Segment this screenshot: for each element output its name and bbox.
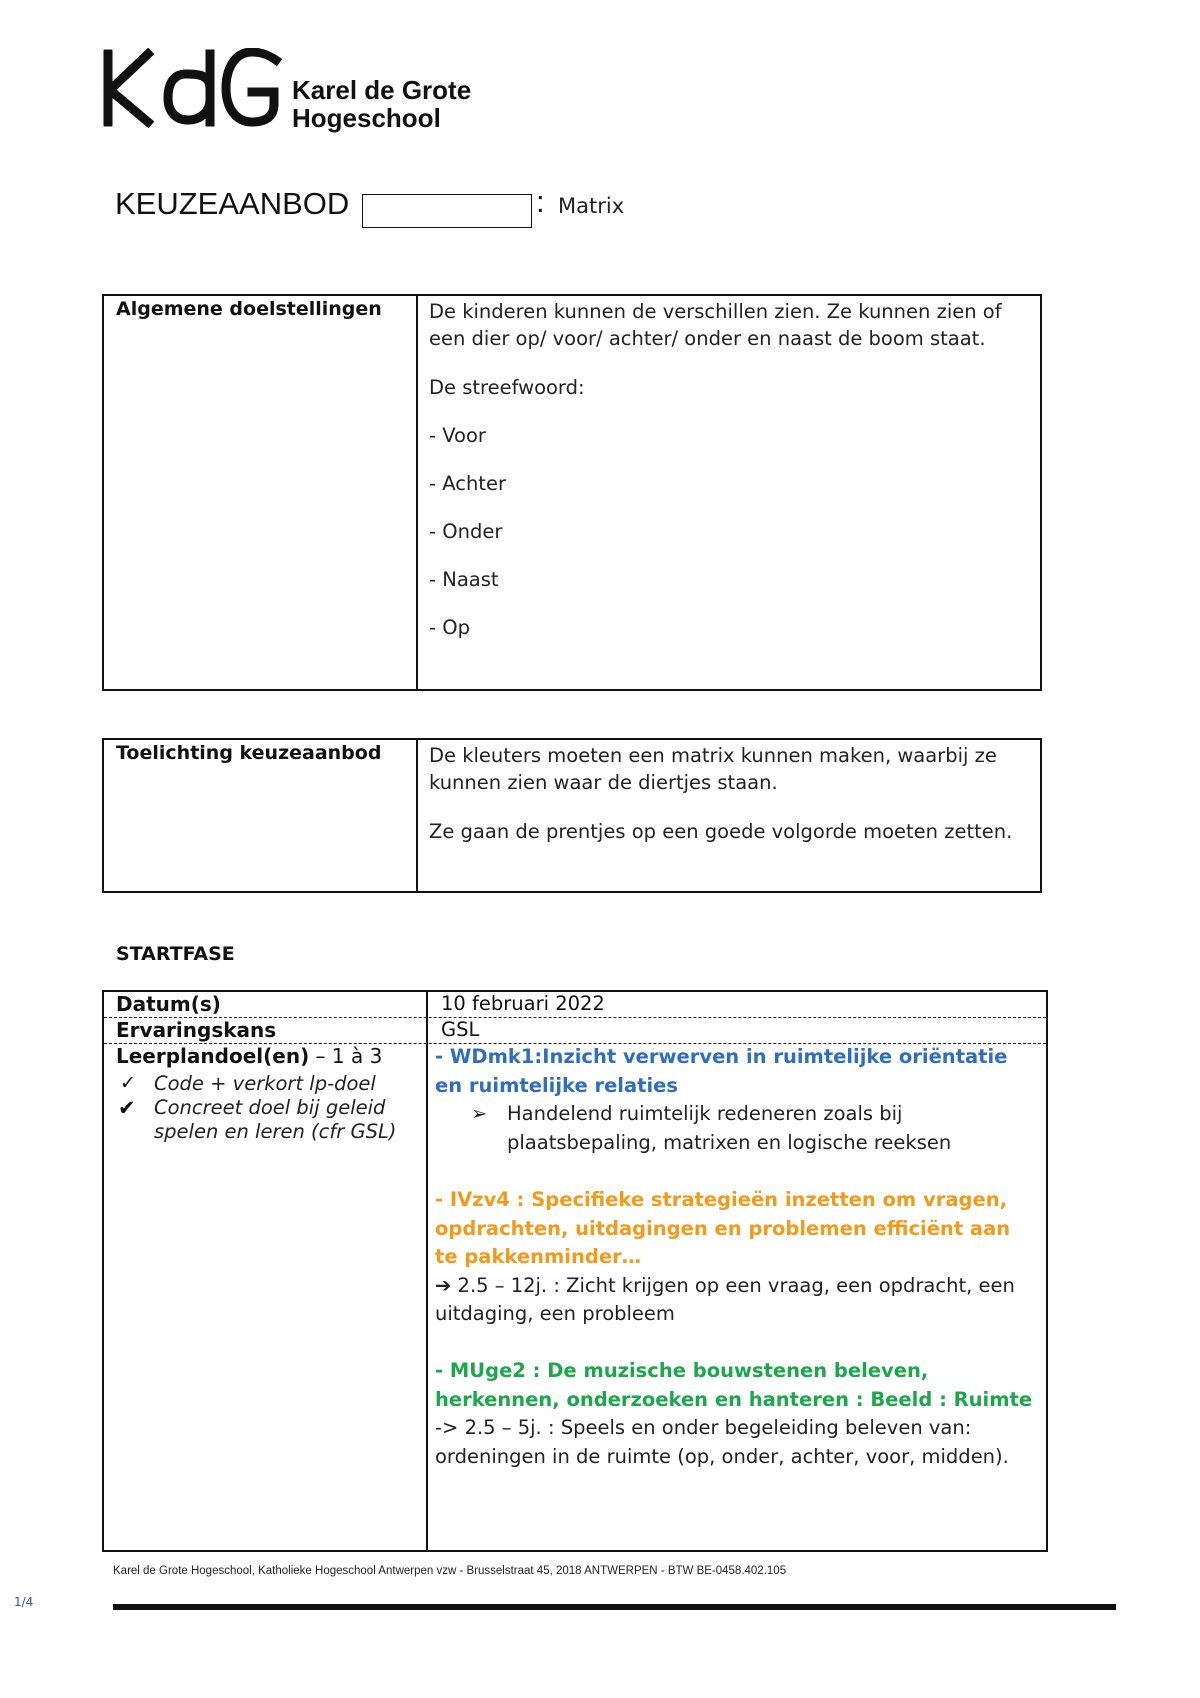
kdg-logo-mark xyxy=(102,48,282,128)
startfase-heading: STARTFASE xyxy=(116,943,235,965)
column-divider xyxy=(416,740,418,891)
algemene-content xyxy=(429,298,1029,641)
checkmark-bold-icon: ✔ xyxy=(118,1096,136,1120)
leerplandoel-label: Leerplandoel(en) – 1 à 3 xyxy=(116,1044,383,1068)
toelichting-content xyxy=(429,742,1034,845)
logo-wordmark xyxy=(292,76,471,132)
column-divider xyxy=(426,992,428,1550)
ervaringskans-value: GSL xyxy=(441,1018,480,1041)
goal-wdmk1-bullet: Handelend ruimtelijk redeneren zoals bij plaatsbepaling, matrixen en logische reeksen xyxy=(507,1102,952,1154)
goal-ivzv4 xyxy=(435,1186,1035,1329)
sub-item-concreet: Concreet doel bij geleid spelen en leren (cfr GSL) xyxy=(154,1096,397,1143)
toelichting-table xyxy=(102,738,1042,893)
datum-value: 10 februari 2022 xyxy=(441,992,605,1015)
footer-rule xyxy=(113,1604,1116,1610)
streefwoord-item: - Naast xyxy=(429,568,499,591)
goal-ivzv4-text: ➔ 2.5 – 12j. : Zicht krijgen op een vraag, een opdracht, een uitdaging, een probleem xyxy=(435,1273,1015,1325)
goal-muge2 xyxy=(435,1357,1035,1471)
startfase-table xyxy=(102,990,1048,1552)
column-divider xyxy=(416,296,418,689)
toelichting-label: Toelichting keuzeaanbod xyxy=(116,742,382,764)
logo-line-2: Hogeschool xyxy=(292,103,441,133)
algemene-doelstellingen-table xyxy=(102,294,1042,691)
title-blank-box xyxy=(362,194,532,228)
title-suffix: Matrix xyxy=(558,194,625,218)
document-title: KEUZEAANBOD xyxy=(115,186,350,221)
streefwoord-label: De streefwoord: xyxy=(429,376,585,399)
streefwoord-item: - Achter xyxy=(429,472,506,495)
goal-muge2-title: - MUge2 : De muzische bouwstenen beleven, herkennen, onderzoeken en hanteren : Beeld : Ruimte xyxy=(435,1359,1033,1411)
goal-ivzv4-title: - IVzv4 : Specifieke strategieën inzetten om vragen, opdrachten, uitdagingen en problemen efficiënt aan te pakkenminder… xyxy=(435,1188,1011,1268)
arrowhead-bullet-icon: ➢ xyxy=(471,1102,488,1125)
sub-item-code: Code + verkort lp-doel xyxy=(154,1072,376,1095)
goal-wdmk1-title: - WDmk1:Inzicht verwerven in ruimtelijke oriëntatie en ruimtelijke relaties xyxy=(435,1045,1008,1097)
page-number: 1/4 xyxy=(14,1595,34,1609)
ervaringskans-label: Ervaringskans xyxy=(116,1018,277,1042)
leerplandoel-range: – 1 à 3 xyxy=(309,1044,383,1068)
footer-address: Karel de Grote Hogeschool, Katholieke Hogeschool Antwerpen vzw - Brusselstraat 45, 2018 ANTWERPEN - BTW BE-0458.402.105 xyxy=(113,1565,787,1577)
goal-wdmk1-bullet-row xyxy=(435,1100,1035,1157)
goal-wdmk1 xyxy=(435,1043,1035,1157)
toelichting-paragraph-1: De kleuters moeten een matrix kunnen maken, waarbij ze kunnen zien waar de diertjes staan. xyxy=(429,744,997,794)
kdg-logo xyxy=(102,48,482,138)
checkmark-icon: ✓ xyxy=(120,1072,136,1094)
logo-line-1: Karel de Grote xyxy=(292,75,472,105)
datum-label: Datum(s) xyxy=(116,992,221,1016)
algemene-intro: De kinderen kunnen de verschillen zien. Ze kunnen zien of een dier op/ voor/ achter/ onder en naast de boom staat. xyxy=(429,300,1002,350)
streefwoord-item: - Onder xyxy=(429,520,503,543)
goal-muge2-text: -> 2.5 – 5j. : Speels en onder begeleiding beleven van: ordeningen in de ruimte (op, onder, achter, voor, midden). xyxy=(435,1416,1009,1468)
toelichting-paragraph-2: Ze gaan de prentjes op een goede volgorde moeten zetten. xyxy=(429,820,1013,843)
title-colon: : xyxy=(536,184,545,219)
streefwoord-item: - Op xyxy=(429,616,470,639)
streefwoord-item: - Voor xyxy=(429,424,486,447)
algemene-label: Algemene doelstellingen xyxy=(116,298,382,320)
